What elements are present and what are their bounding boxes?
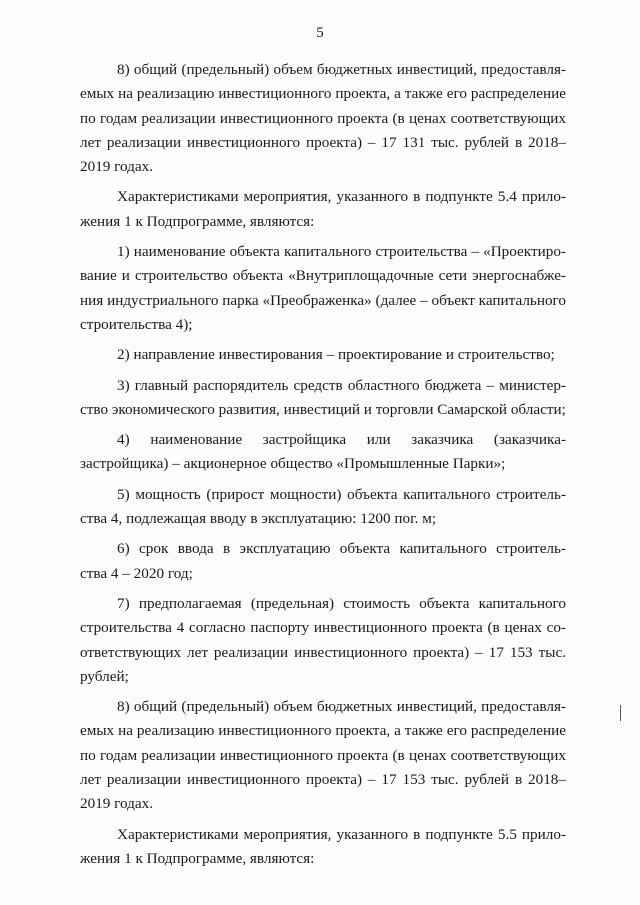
paragraph-estimated-cost	[80, 592, 566, 689]
text-line: 4) наименование застройщика или заказчика (заказчика-	[117, 431, 566, 449]
text-line: ство экономического развития, инвестиций и торговли Самарской области;	[80, 400, 566, 418]
text-line: ответствующих лет реализации инвестиционного проекта) – 17 153 тыс.	[80, 643, 566, 661]
text-line: 3) главный распорядитель средств областного бюджета – министер-	[117, 376, 566, 394]
text-line: 8) общий (предельный) объем бюджетных инвестиций, предоставля-	[117, 61, 566, 78]
text-line: ства 4 – 2020 год;	[80, 564, 193, 582]
text-line: по годам реализации инвестиционного проекта (в ценах соответствующих	[80, 746, 566, 764]
paragraph-budget-investment-4	[80, 695, 566, 816]
text-line: 6) срок ввода в эксплуатацию объекта капитального строитель-	[117, 540, 566, 558]
text-line: 1) наименование объекта капитального строительства – «Проектиро-	[117, 243, 566, 261]
text-line: Характеристиками мероприятия, указанного в подпункте 5.4 прило-	[117, 188, 566, 206]
text-line: ства 4, подлежащая вводу в эксплуатацию: 1200 пог. м;	[80, 510, 437, 528]
paragraph-budget-manager	[80, 374, 566, 423]
text-line: жения 1 к Подпрограмме, являются:	[80, 212, 315, 230]
paragraph-characteristics-5-4	[80, 185, 566, 234]
text-line: застройщика) – акционерное общество «Промышленные Парки»;	[80, 455, 506, 473]
text-line: емых на реализацию инвестиционного проекта, а также его распределение	[80, 722, 566, 740]
text-line: лет реализации инвестиционного проекта) – 17 153 тыс. рублей в 2018–	[80, 771, 566, 789]
text-line: строительства 4 согласно паспорту инвестиционного проекта (в ценах со-	[80, 619, 566, 637]
text-line: 7) предполагаемая (предельная) стоимость объекта капитального	[117, 594, 566, 612]
text-line: Характеристиками мероприятия, указанного в подпункте 5.5 прило-	[117, 825, 566, 843]
paragraph-capacity	[80, 483, 566, 532]
text-line: 2) направление инвестирования – проектирование и строительство;	[117, 346, 555, 364]
text-line: строительства 4);	[80, 315, 193, 333]
paragraph-investment-direction	[80, 343, 566, 367]
text-line: 8) общий (предельный) объем бюджетных инвестиций, предоставля-	[117, 698, 566, 716]
text-line: лет реализации инвестиционного проекта) – 17 131 тыс. рублей в 2018–	[80, 133, 566, 151]
text-line: 2019 годах.	[80, 795, 154, 813]
paragraph-characteristics-5-5	[80, 823, 566, 872]
text-line: 5) мощность (прирост мощности) объекта капитального строитель-	[117, 485, 566, 503]
text-line: рублей;	[80, 667, 129, 685]
paragraph-object-name	[80, 240, 566, 337]
scan-margin-mark	[620, 705, 621, 721]
paragraph-developer	[80, 428, 566, 477]
text-line: емых на реализацию инвестиционного проекта, а также его распределение	[80, 85, 566, 103]
paragraph-commissioning-date	[80, 537, 566, 586]
document-body	[80, 58, 566, 877]
text-line: ния индустриального парка «Преображенка» (далее – объект капитального	[80, 291, 566, 309]
text-line: 2019 годах.	[80, 158, 154, 176]
text-line: вание и строительство объекта «Внутриплощадочные сети энергоснабже-	[80, 267, 566, 285]
text-line: по годам реализации инвестиционного проекта (в ценах соответствующих	[80, 109, 566, 127]
page-number: 5	[316, 25, 324, 41]
paragraph-budget-investment-4-3	[80, 58, 566, 179]
text-line: жения 1 к Подпрограмме, являются:	[80, 849, 315, 867]
